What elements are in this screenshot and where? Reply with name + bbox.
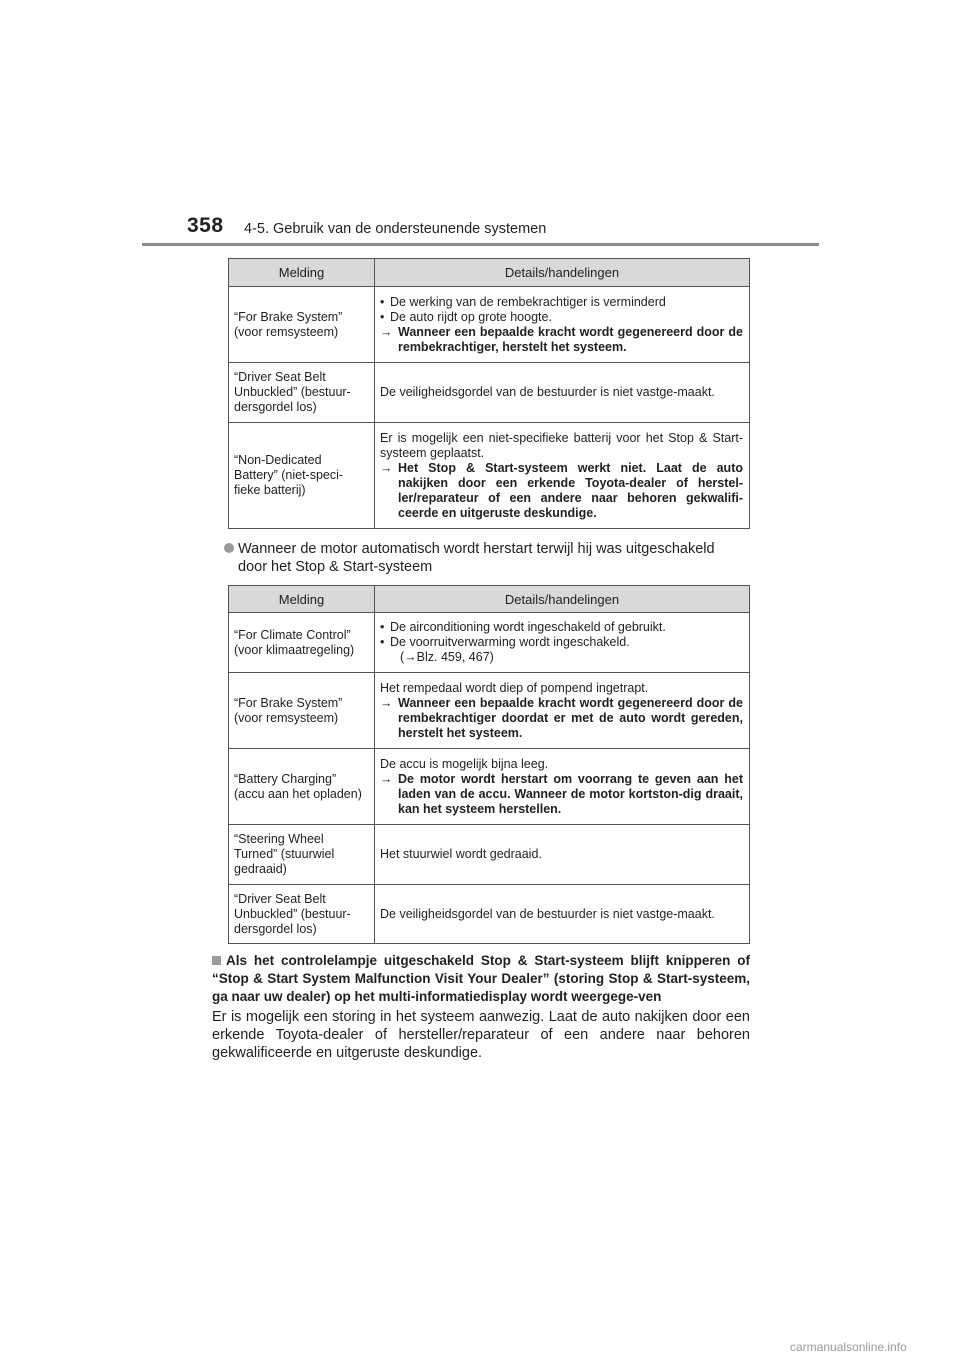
table-row bbox=[229, 613, 750, 673]
header-divider bbox=[142, 243, 819, 246]
square-bullet-icon bbox=[212, 956, 221, 965]
note-section bbox=[212, 952, 750, 1062]
arrow-right-icon: → bbox=[380, 695, 393, 710]
note-heading bbox=[212, 952, 750, 1006]
column-header-details: Details/handelingen bbox=[375, 586, 750, 613]
action-item bbox=[380, 325, 743, 355]
table-row bbox=[229, 673, 750, 749]
section-heading-text: Wanneer de motor automatisch wordt herstart terwijl hij was uitgeschakeld bbox=[238, 541, 715, 557]
action-text: Wanneer een bepaalde kracht wordt gegenereerd door de rembekrachtiger doordat er met de auto wordt gereden, herstelt het systeem. bbox=[398, 695, 743, 740]
arrow-right-icon: → bbox=[380, 324, 393, 339]
section-heading bbox=[224, 540, 754, 576]
column-header-details: Details/handelingen bbox=[375, 259, 750, 287]
bullet-item-text: De voorruitverwarming wordt ingeschakeld. bbox=[390, 635, 630, 649]
page-number: 358 bbox=[187, 214, 224, 237]
details-cell bbox=[375, 673, 750, 749]
details-cell bbox=[375, 613, 750, 673]
note-body: Er is mogelijk een storing in het systeem aanwezig. Laat de auto nakijken door een erkende Toyota-dealer of hersteller/reparateur of een andere naar behoren gekwalificeerde en uitgeruste deskundige. bbox=[212, 1009, 750, 1061]
message-cell: “Driver Seat Belt Unbuckled” (bestuur-dersgordel los) bbox=[229, 885, 375, 944]
table-row bbox=[229, 749, 750, 825]
action-text: Wanneer een bepaalde kracht wordt gegenereerd door de rembekrachtiger, herstelt het systeem. bbox=[398, 324, 743, 354]
table-row bbox=[229, 287, 750, 363]
bullet-item: • De werking van de rembekrachtiger is verminderd bbox=[380, 295, 743, 310]
message-cell: “Driver Seat Belt Unbuckled” (bestuur-dersgordel los) bbox=[229, 363, 375, 423]
page-reference-text: Blz. 459, 467) bbox=[416, 650, 494, 664]
bullet-item: • De airconditioning wordt ingeschakeld of gebruikt. bbox=[380, 620, 743, 635]
details-cell: Het stuurwiel wordt gedraaid. bbox=[375, 825, 750, 885]
bullet-list bbox=[380, 295, 743, 325]
watermark: carmanualsonline.info bbox=[790, 1340, 907, 1354]
detail-text: De accu is mogelijk bijna leeg. bbox=[380, 756, 549, 771]
action-item bbox=[380, 696, 743, 741]
note-heading-text: Als het controlelampje uitgeschakeld Stop & Start-systeem blijft knipperen of “Stop & Start System Malfunction Visit Your Dealer” (storing Stop & Start-systeem, ga naar uw dealer) op het multi-informatiedisplay wordt weergege-ven bbox=[212, 953, 750, 1004]
action-text: De motor wordt herstart om voorrang te geven aan het laden van de accu. Wanneer de motor kortston-dig draait, kan het systeem herstellen. bbox=[398, 771, 743, 816]
bullet-list bbox=[380, 620, 743, 665]
detail-text: Er is mogelijk een niet-specifieke batterij voor het Stop & Start-systeem geplaatst. bbox=[380, 430, 743, 460]
message-cell: “For Brake System” (voor remsysteem) bbox=[229, 673, 375, 749]
circle-bullet-icon bbox=[224, 543, 234, 553]
table-header-row bbox=[229, 586, 750, 613]
message-table-1 bbox=[228, 258, 750, 529]
message-cell: “For Climate Control” (voor klimaatregeling) bbox=[229, 613, 375, 673]
reference-arrow-icon: (→ bbox=[400, 650, 417, 664]
details-cell bbox=[375, 287, 750, 363]
details-cell: De veiligheidsgordel van de bestuurder is niet vastge-maakt. bbox=[375, 885, 750, 944]
bullet-item bbox=[380, 635, 743, 665]
message-cell: “Non-Dedicated Battery” (niet-speci-fieke batterij) bbox=[229, 423, 375, 529]
column-header-melding: Melding bbox=[229, 586, 375, 613]
bullet-item: • De auto rijdt op grote hoogte. bbox=[380, 310, 743, 325]
section-header-title: 4-5. Gebruik van de ondersteunende systemen bbox=[244, 221, 547, 237]
arrow-right-icon: → bbox=[380, 771, 393, 786]
message-table-2 bbox=[228, 585, 750, 944]
action-text: Het Stop & Start-systeem werkt niet. Laat de auto nakijken door een erkende Toyota-dealer of herstel-ler/reparateur of een andere naar behoren gekwalifi-ceerde en uitgeruste deskundige. bbox=[398, 460, 743, 520]
message-cell: “For Brake System” (voor remsysteem) bbox=[229, 287, 375, 363]
page-reference bbox=[390, 650, 743, 665]
table-row bbox=[229, 423, 750, 529]
message-cell: “Steering Wheel Turned” (stuurwiel gedraaid) bbox=[229, 825, 375, 885]
details-cell: De veiligheidsgordel van de bestuurder is niet vastge-maakt. bbox=[375, 363, 750, 423]
action-item bbox=[380, 772, 743, 817]
detail-text: Het rempedaal wordt diep of pompend ingetrapt. bbox=[380, 680, 649, 695]
section-heading-text-line2: door het Stop & Start-systeem bbox=[238, 559, 433, 575]
column-header-melding: Melding bbox=[229, 259, 375, 287]
details-cell bbox=[375, 423, 750, 529]
arrow-right-icon: → bbox=[380, 460, 393, 475]
details-cell bbox=[375, 749, 750, 825]
table-row bbox=[229, 825, 750, 885]
action-item bbox=[380, 461, 743, 521]
message-cell: “Battery Charging” (accu aan het opladen) bbox=[229, 749, 375, 825]
table-row bbox=[229, 885, 750, 944]
table-row bbox=[229, 363, 750, 423]
table-header-row bbox=[229, 259, 750, 287]
